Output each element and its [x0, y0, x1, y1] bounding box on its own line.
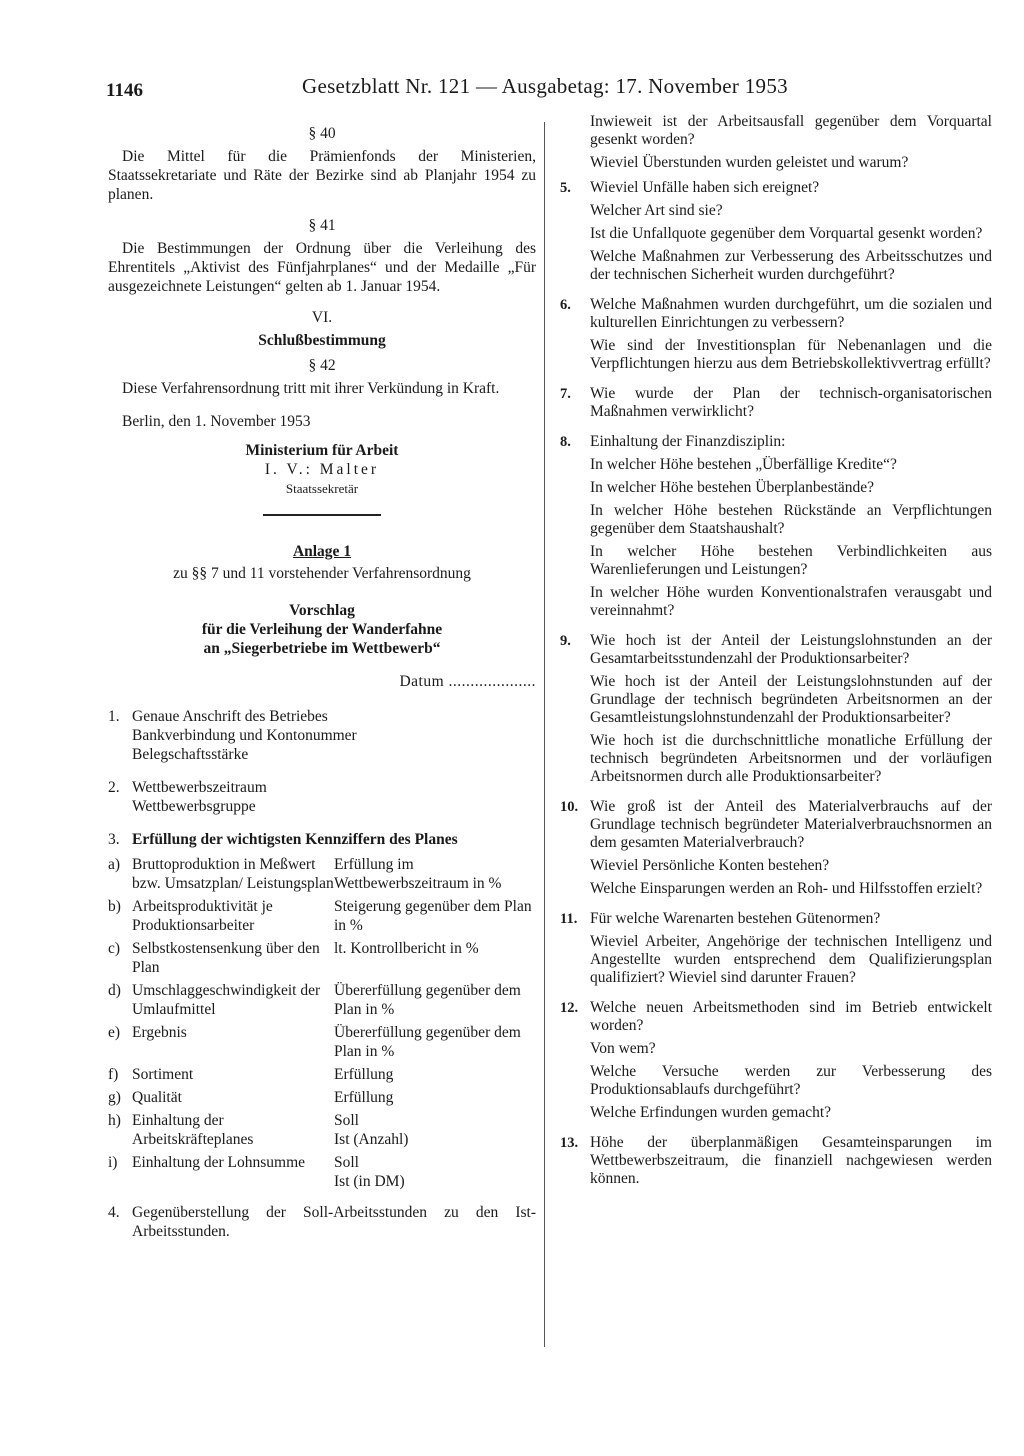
part-number: VI.: [311, 309, 333, 326]
indicator-criterion: Erfüllung im Wettbewerbszeitraum in %: [334, 856, 502, 892]
indicator-criterion: Übererfüllung gegenüber dem Plan in %: [334, 982, 521, 1018]
paragraph: Diese Verfahrensordnung tritt mit ihrer Verkündung in Kraft.: [122, 380, 500, 397]
question-text: Wieviel Unfälle haben sich ereignet?: [590, 179, 820, 196]
question-item: [560, 433, 992, 625]
kennziffer-row: [108, 1023, 536, 1061]
paragraph: Wieviel Überstunden wurden geleistet und warum?: [590, 154, 909, 171]
question-text: In welcher Höhe bestehen Überplanbestände?: [590, 479, 875, 496]
indicator-label: Einhaltung der Arbeitskräfteplanes: [132, 1112, 254, 1148]
question-text: Welche Einsparungen werden an Roh- und Hilfsstoffen erzielt?: [590, 880, 983, 897]
question-text: In welcher Höhe wurden Konventionalstrafen verausgabt und vereinnahmt?: [590, 584, 992, 619]
kennziffer-row: [108, 1065, 536, 1084]
question-text: Wieviel Persönliche Konten bestehen?: [590, 857, 830, 874]
question-number: 7.: [560, 386, 571, 402]
question-number: 12.: [560, 1000, 579, 1016]
section-heading: § 42: [308, 357, 336, 374]
question-item: [560, 296, 992, 378]
indicator-criterion: Übererfüllung gegenüber dem Plan in %: [334, 1024, 521, 1060]
question-text: Höhe der überplanmäßigen Gesamteinsparungen im Wettbewerbszeitraum, die finanziell nachgewiesen werden können.: [590, 1134, 992, 1187]
place-date: Berlin, den 1. November 1953: [122, 413, 311, 430]
kennziffer-row: [108, 897, 536, 935]
question-text: Welche Erfindungen wurden gemacht?: [590, 1104, 832, 1121]
question-text: Wie hoch ist der Anteil der Leistungslohnstunden auf der Grundlage der technisch begründeten Arbeitsnormen an der Gesamtleistungslohnstundenzahl der Produktionsarbeiter?: [590, 673, 992, 726]
column-divider: [544, 122, 545, 1347]
item-number: 3.: [108, 831, 120, 848]
question-text: In welcher Höhe bestehen „Überfällige Kredite“?: [590, 456, 897, 473]
row-letter: b): [108, 898, 121, 915]
question-text: Welcher Art sind sie?: [590, 202, 723, 219]
item-line: Bankverbindung und Kontonummer: [132, 727, 357, 744]
left-column: [108, 118, 536, 1241]
row-letter: a): [108, 856, 121, 873]
item-line: Wettbewerbsgruppe: [132, 798, 256, 815]
row-letter: i): [108, 1154, 118, 1171]
paragraph: Die Mittel für die Prämienfonds der Ministerien, Staatssekretariate und Räte der Bezirke sind ab Planjahr 1954 zu planen.: [108, 148, 536, 203]
item-line: Wettbewerbszeitraum: [132, 779, 267, 796]
indicator-criterion: Erfüllung: [334, 1066, 394, 1083]
signatory-title: Staatssekretär: [285, 481, 359, 496]
question-item: [560, 798, 992, 903]
indicator-label: Qualität: [132, 1089, 182, 1106]
question-text: Wie sind der Investitionsplan für Nebenanlagen und die Verpflichtungen hierzu aus dem Betriebskollektivvertrag erfüllt?: [590, 337, 992, 372]
kennziffer-row: [108, 981, 536, 1019]
indicator-criterion: Steigerung gegenüber dem Plan in %: [334, 898, 532, 934]
question-number: 11.: [560, 911, 578, 927]
row-letter: c): [108, 940, 121, 957]
paragraph: Die Bestimmungen der Ordnung über die Verleihung des Ehrentitels „Aktivist des Fünfjahrplanes“ und der Medaille „Für ausgezeichnete Leistungen“ gelten ab 1. Januar 1954.: [108, 240, 536, 295]
list-item: [108, 707, 536, 764]
part-title: Schlußbestimmung: [258, 332, 386, 349]
list-item: [108, 830, 536, 849]
item-number: 2.: [108, 779, 120, 796]
indicator-label: Bruttoproduktion in Meßwert bzw. Umsatzplan/ Leistungsplan: [132, 856, 334, 892]
section-heading: § 41: [308, 217, 336, 234]
indicator-label: Selbstkostensenkung über den Plan: [132, 940, 320, 976]
question-text: Wie hoch ist die durchschnittliche monatliche Erfüllung der technisch begründeten Arbeitsnormen und der vorläufigen Arbeitsnormen durch alle Produktionsarbeiter?: [590, 732, 992, 785]
numbered-list: [108, 707, 536, 849]
kennziffer-row: [108, 1111, 536, 1149]
question-text: Von wem?: [590, 1040, 656, 1057]
indicator-label: Ergebnis: [132, 1024, 187, 1041]
kennziffer-row: [108, 939, 536, 977]
question-number: 10.: [560, 799, 579, 815]
indicator-label: Umschlaggeschwindigkeit der Umlaufmittel: [132, 982, 321, 1018]
question-text: Wie groß ist der Anteil des Materialverbrauchs auf der Grundlage technisch begründeter Materialverbrauchsnormen an dem gesamten Materialverbrauch?: [590, 798, 992, 851]
question-text: Wie hoch ist der Anteil der Leistungslohnstunden an der Gesamtarbeitsstundenzahl der Produktionsarbeiter?: [590, 632, 992, 667]
indicator-criterion: Soll Ist (in DM): [334, 1154, 405, 1190]
row-letter: g): [108, 1089, 121, 1106]
question-number: 8.: [560, 434, 571, 450]
question-text: In welcher Höhe bestehen Rückstände an Verpflichtungen gegenüber dem Staatshaushalt?: [590, 502, 992, 537]
kennziffern-list: [108, 855, 536, 1191]
indicator-criterion: lt. Kontrollbericht in %: [334, 940, 479, 957]
continued-block: [560, 113, 992, 172]
questions-list: [560, 179, 992, 1193]
question-item: [560, 632, 992, 791]
item-number: 4.: [108, 1204, 120, 1221]
question-text: Welche Maßnahmen zur Verbesserung des Arbeitsschutzes und der technischen Sicherheit wurden durchgeführt?: [590, 248, 992, 283]
question-text: Ist die Unfallquote gegenüber dem Vorquartal gesenkt worden?: [590, 225, 983, 242]
question-text: In welcher Höhe bestehen Verbindlichkeiten aus Warenlieferungen und Leistungen?: [590, 543, 992, 578]
indicator-label: Arbeitsproduktivität je Produktionsarbeiter: [132, 898, 273, 934]
date-field: Datum ....................: [399, 673, 536, 690]
question-item: [560, 999, 992, 1127]
list-item: [108, 778, 536, 816]
kennziffer-row: [108, 1088, 536, 1107]
question-text: Welche Versuche werden zur Verbesserung des Produktionsablaufs durchgeführt?: [590, 1063, 992, 1098]
row-letter: f): [108, 1066, 119, 1083]
question-text: Einhaltung der Finanzdisziplin:: [590, 433, 786, 450]
item-line: Belegschaftsstärke: [132, 746, 249, 763]
item-text: Gegenüberstellung der Soll-Arbeitsstunden zu den Ist-Arbeitsstunden.: [132, 1204, 536, 1240]
annex-title: Anlage 1: [292, 543, 352, 560]
question-number: 13.: [560, 1135, 579, 1151]
question-text: Welche Maßnahmen wurden durchgeführt, um die sozialen und kulturellen Einrichtungen zu verbessern?: [590, 296, 992, 331]
indicator-criterion: Erfüllung: [334, 1089, 394, 1106]
signatory: I. V.: Malter: [264, 461, 380, 478]
row-letter: d): [108, 982, 121, 999]
question-number: 5.: [560, 180, 571, 196]
proposal-title: für die Verleihung der Wanderfahne: [201, 621, 443, 638]
indicator-label: Sortiment: [132, 1066, 194, 1083]
annex-subtitle: zu §§ 7 und 11 vorstehender Verfahrensordnung: [173, 565, 471, 582]
section-heading: § 40: [308, 125, 336, 142]
item-title: Erfüllung der wichtigsten Kennziffern des Planes: [132, 831, 458, 848]
page-header: Gesetzblatt Nr. 121 — Ausgabetag: 17. November 1953: [302, 74, 788, 98]
ministry: Ministerium für Arbeit: [245, 442, 399, 459]
paragraph: Inwieweit ist der Arbeitsausfall gegenüber dem Vorquartal gesenkt worden?: [590, 113, 992, 148]
kennziffer-row: [108, 1153, 536, 1191]
right-column: [560, 113, 992, 1193]
question-text: Welche neuen Arbeitsmethoden sind im Betrieb entwickelt worden?: [590, 999, 992, 1034]
question-text: Wieviel Arbeiter, Angehörige der technischen Intelligenz und Angestellte wurden entsprechend dem Qualifizierungsplan qualifiziert? Wieviel sind darunter Frauen?: [590, 933, 992, 986]
separator-rule: [263, 514, 381, 516]
question-text: Wie wurde der Plan der technisch-organisatorischen Maßnahmen verwirklicht?: [590, 385, 992, 420]
proposal-title: an „Siegerbetriebe im Wettbewerb“: [203, 640, 441, 657]
page-number: 1146: [106, 80, 143, 101]
question-item: [560, 385, 992, 426]
row-letter: e): [108, 1024, 121, 1041]
kennziffer-row: [108, 855, 536, 893]
question-item: [560, 910, 992, 992]
question-item: [560, 1134, 992, 1193]
question-text: Für welche Warenarten bestehen Gütenormen?: [590, 910, 881, 927]
item-number: 1.: [108, 708, 120, 725]
question-number: 9.: [560, 633, 571, 649]
indicator-label: Einhaltung der Lohnsumme: [132, 1154, 306, 1171]
question-number: 6.: [560, 297, 571, 313]
list-item: [108, 1203, 536, 1241]
row-letter: h): [108, 1112, 121, 1129]
proposal-title: Vorschlag: [289, 602, 355, 619]
question-item: [560, 179, 992, 289]
indicator-criterion: Soll Ist (Anzahl): [334, 1112, 409, 1148]
item-line: Genaue Anschrift des Betriebes: [132, 708, 328, 725]
